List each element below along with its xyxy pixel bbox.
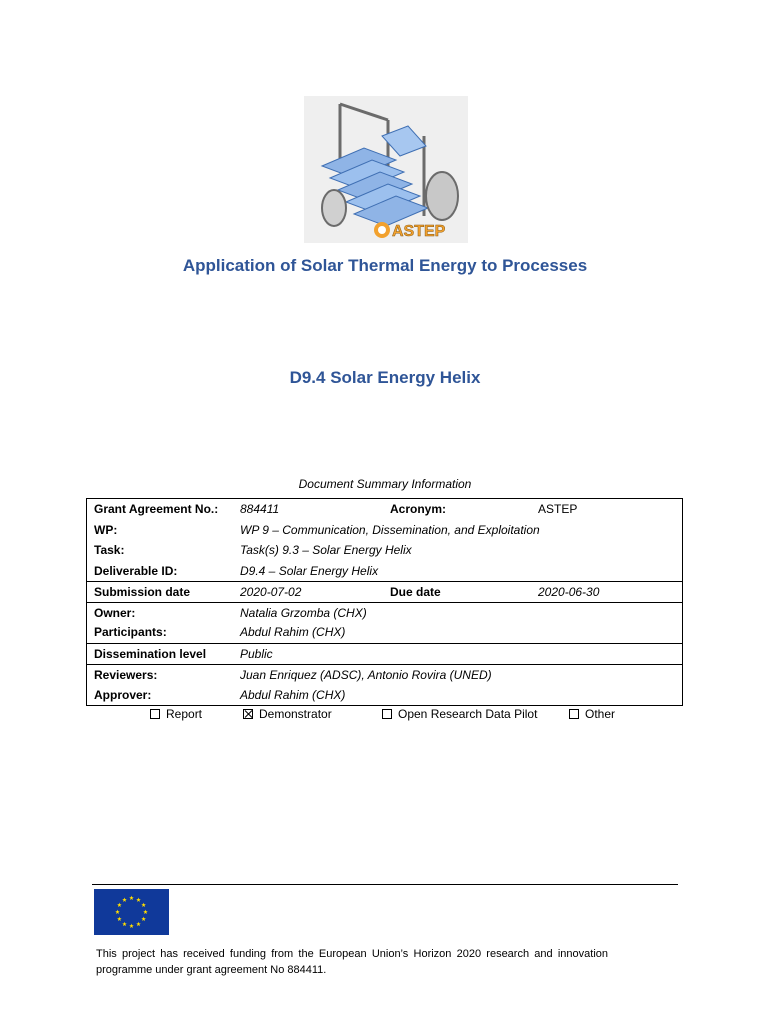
astep-logo-text: ASTEP: [392, 223, 446, 240]
footer-divider: [92, 884, 678, 885]
due-date-value: 2020-06-30: [538, 585, 600, 599]
table-row-owner: [87, 602, 682, 623]
grant-agreement-value: 884411: [240, 502, 280, 516]
participants-label: Participants:: [94, 625, 167, 639]
checkbox-checked-icon: [243, 709, 253, 719]
submission-date-label: Submission date: [94, 585, 191, 599]
table-row-dissemination: [87, 643, 682, 665]
cover-image: [304, 96, 468, 243]
table-row-approver: [87, 685, 682, 706]
task-value: Task(s) 9.3 – Solar Energy Helix: [240, 543, 412, 557]
approver-label: Approver:: [94, 688, 152, 702]
report-checkbox[interactable]: [150, 707, 202, 721]
submission-date-value: 2020-07-02: [240, 585, 302, 599]
table-row-task: [87, 540, 682, 561]
solar-collector-illustration: [304, 96, 468, 243]
wp-label: WP:: [94, 523, 118, 537]
other-label: Other: [585, 707, 616, 721]
checkbox-empty-icon: [569, 709, 579, 719]
owner-label: Owner:: [94, 606, 136, 620]
deliverable-title: D9.4 Solar Energy Helix: [289, 368, 481, 387]
summary-caption: Document Summary Information: [298, 477, 472, 491]
table-row-deliverable: [87, 561, 682, 581]
owner-value: Natalia Grzomba (CHX): [240, 606, 367, 620]
wp-value: WP 9 – Communication, Dissemination, and Exploitation: [240, 523, 540, 537]
approver-value: Abdul Rahim (CHX): [240, 688, 346, 702]
acronym-value: ASTEP: [538, 502, 578, 516]
table-row-submission: [87, 581, 682, 603]
checkbox-empty-icon: [150, 709, 160, 719]
table-row-wp: [87, 520, 682, 540]
demonstrator-checkbox[interactable]: [243, 707, 332, 721]
due-date-label: Due date: [390, 585, 441, 599]
open-research-data-pilot-label: Open Research Data Pilot: [398, 707, 538, 721]
open-research-data-pilot-checkbox[interactable]: [382, 707, 537, 721]
dissemination-level-value: Public: [240, 647, 273, 661]
acronym-label: Acronym:: [390, 502, 447, 516]
funding-acknowledgement: This project has received funding from the European Union’s Horizon 2020 research and innovation programme under grant agreement No 884411.: [96, 948, 608, 976]
table-row-reviewers: [87, 664, 682, 686]
task-label: Task:: [94, 543, 125, 557]
dissemination-level-label: Dissemination level: [94, 647, 207, 661]
document-title: Application of Solar Thermal Energy to Processes: [182, 256, 588, 275]
deliverable-id-value: D9.4 – Solar Energy Helix: [240, 564, 379, 578]
table-row-grant: [87, 499, 682, 520]
reviewers-value: Juan Enriquez (ADSC), Antonio Rovira (UNED): [240, 668, 492, 682]
reviewers-label: Reviewers:: [94, 668, 158, 682]
deliverable-id-label: Deliverable ID:: [94, 564, 178, 578]
report-label: Report: [166, 707, 203, 721]
participants-value: Abdul Rahim (CHX): [240, 625, 346, 639]
other-checkbox[interactable]: [569, 707, 615, 721]
demonstrator-label: Demonstrator: [259, 707, 332, 721]
checkbox-empty-icon: [382, 709, 392, 719]
document-summary-table: [86, 498, 683, 706]
table-row-participants: [87, 622, 682, 643]
eu-flag-icon: [94, 889, 169, 935]
grant-agreement-label: Grant Agreement No.:: [94, 502, 219, 516]
